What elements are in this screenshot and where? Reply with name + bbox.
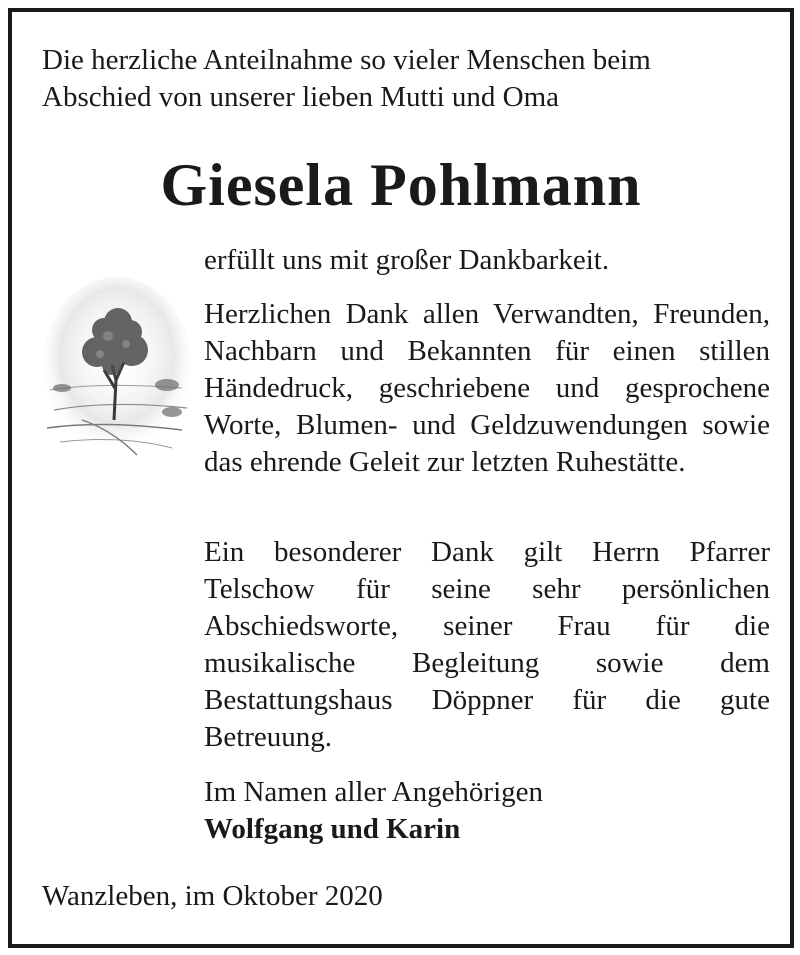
gratitude-line: erfüllt uns mit großer Dankbarkeit. <box>204 244 610 276</box>
signature-block <box>204 774 770 848</box>
special-thanks-paragraph: Ein besonderer Dank gilt Herrn Pfarrer Telschow für seine sehr persönlichen Abschiedsworte, seiner Frau für die musikalische Begleitung sowie dem Bestattungshaus Döppner für die gute Betreuung. <box>204 536 770 753</box>
on-behalf-line: Im Namen aller Angehörigen <box>204 776 544 808</box>
tree-landscape-icon <box>42 270 192 460</box>
intro-line-1: Die herzliche Anteilnahme so vieler Menschen beim <box>42 44 651 76</box>
thanks-paragraph: Herzlichen Dank allen Verwandten, Freunden, Nachbarn und Bekannten für einen stillen Händedruck, geschriebene und gesprochene Worte, Blumen- und Geldzuwendungen sowie das ehrende Geleit zur letzten Ruhestätte. <box>204 298 770 478</box>
place-date: Wanzleben, im Oktober 2020 <box>42 880 383 912</box>
notice-frame <box>8 8 794 948</box>
intro-text <box>42 42 782 116</box>
deceased-name: Giesela Pohlmann <box>160 152 642 218</box>
signatory-names: Wolfgang und Karin <box>204 813 461 845</box>
intro-line-2: Abschied von unserer lieben Mutti und Oma <box>42 81 560 113</box>
